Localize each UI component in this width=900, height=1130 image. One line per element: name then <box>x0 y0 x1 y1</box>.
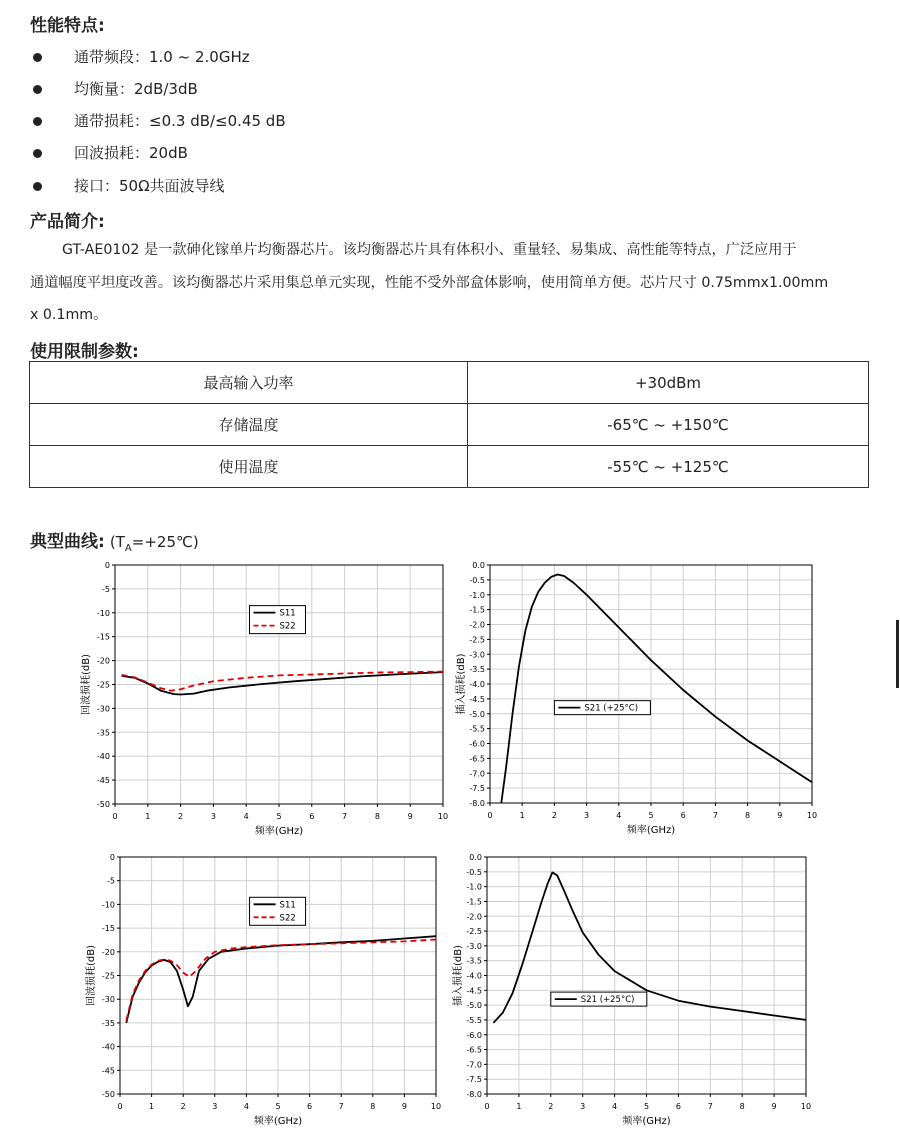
y-tick-label: -25 <box>101 971 115 981</box>
legend-label: S21 (+25°C) <box>580 995 635 1006</box>
x-tick-label: 9 <box>407 812 413 821</box>
y-tick-label: -7.5 <box>466 1075 482 1085</box>
y-tick-label: -7.5 <box>469 784 485 794</box>
y-tick-label: -20 <box>96 656 110 666</box>
y-tick-label: -3.5 <box>466 956 482 966</box>
x-tick-label: 2 <box>551 811 557 820</box>
y-tick-label: -4.0 <box>469 680 485 689</box>
y-axis-label: 插入损耗(dB) <box>453 944 464 1007</box>
scrollbar-edge[interactable] <box>896 620 899 688</box>
x-tick-label: 8 <box>745 811 751 820</box>
x-tick-label: 2 <box>548 1102 554 1111</box>
x-tick-label: 7 <box>342 812 348 821</box>
y-tick-label: -1.0 <box>469 590 485 600</box>
y-tick-label: -7.0 <box>469 769 485 779</box>
y-tick-label: -15 <box>101 924 115 934</box>
x-tick-label: 4 <box>243 812 249 821</box>
param-cell: 存储温度 <box>30 404 468 446</box>
x-tick-label: 1 <box>145 812 151 821</box>
x-tick-label: 10 <box>430 1102 442 1111</box>
x-tick-label: 6 <box>675 1102 681 1111</box>
y-tick-label: -6.5 <box>469 754 485 764</box>
x-tick-label: 7 <box>712 811 718 820</box>
y-tick-label: -1.5 <box>469 605 485 615</box>
y-tick-label: -5 <box>107 876 115 886</box>
x-tick-label: 7 <box>707 1102 713 1111</box>
x-tick-label: 6 <box>307 1102 313 1111</box>
y-tick-label: -8.0 <box>466 1090 482 1099</box>
y-tick-label: -4.5 <box>466 986 482 996</box>
intro-line-3: x 0.1mm。 <box>30 307 108 323</box>
y-tick-label: -6.0 <box>469 739 485 749</box>
x-tick-label: 5 <box>643 1102 650 1111</box>
y-tick-label: -10 <box>96 608 110 618</box>
y-tick-label: -3.5 <box>469 665 485 675</box>
value-cell: -55℃ ~ +125℃ <box>468 446 869 488</box>
y-tick-label: -40 <box>96 752 110 762</box>
x-tick-label: 3 <box>580 1102 586 1111</box>
x-tick-label: 4 <box>243 1102 249 1111</box>
x-tick-label: 0 <box>484 1102 490 1111</box>
limits-heading: 使用限制参数: <box>30 342 139 362</box>
y-tick-label: -6.0 <box>466 1030 482 1040</box>
x-tick-label: 4 <box>616 811 622 820</box>
y-tick-label: -5.0 <box>469 709 485 719</box>
y-tick-label: -4.0 <box>466 971 482 981</box>
x-axis-label: 频率(GHz) <box>254 826 304 837</box>
intro-heading: 产品简介: <box>30 212 105 232</box>
cond-prefix: (T <box>109 533 125 551</box>
y-tick-label: -0.5 <box>466 867 482 877</box>
x-tick-label: 0 <box>112 812 118 821</box>
x-axis-label: 频率(GHz) <box>253 1116 303 1127</box>
feature-text: 通带频段：1.0 ~ 2.0GHz <box>74 48 250 66</box>
y-tick-label: -0.5 <box>469 575 485 585</box>
feature-text: 均衡量：2dB/3dB <box>74 80 198 98</box>
y-tick-label: 0.0 <box>469 853 482 862</box>
x-tick-label: 0 <box>487 811 493 820</box>
y-tick-label: -10 <box>101 900 115 910</box>
y-tick-label: -5.0 <box>466 1001 482 1011</box>
x-tick-label: 7 <box>338 1102 344 1111</box>
y-tick-label: -5 <box>102 584 110 594</box>
y-axis-label: 回波损耗(dB) <box>81 653 92 716</box>
intro-line-2: 通道幅度平坦度改善。该均衡器芯片采用集总单元实现，性能不受外部盒体影响，使用简单方便。芯片尺寸 0.75mmx1.00mm <box>30 275 829 291</box>
y-tick-label: -1.0 <box>466 882 482 892</box>
feature-text: 通带损耗：≤0.3 dB/≤0.45 dB <box>74 112 286 130</box>
y-tick-label: -2.0 <box>466 912 482 922</box>
y-axis-label: 回波损耗(dB) <box>86 944 97 1007</box>
x-tick-label: 8 <box>374 812 380 821</box>
y-tick-label: -1.5 <box>466 897 482 907</box>
cond-sub: A <box>124 543 132 554</box>
x-tick-label: 1 <box>519 811 525 820</box>
y-tick-label: -35 <box>101 1018 115 1028</box>
y-tick-label: -30 <box>101 995 115 1005</box>
y-tick-label: -20 <box>101 947 115 957</box>
x-tick-label: 5 <box>275 1102 281 1111</box>
legend-label: S21 (+25°C) <box>584 703 639 714</box>
y-tick-label: -40 <box>101 1042 115 1052</box>
x-tick-label: 9 <box>777 811 783 820</box>
x-tick-label: 1 <box>149 1102 155 1111</box>
x-axis-label: 频率(GHz) <box>626 825 676 836</box>
x-tick-label: 10 <box>806 811 818 820</box>
x-tick-label: 8 <box>739 1102 745 1111</box>
y-tick-label: -3.0 <box>466 941 482 951</box>
x-tick-label: 1 <box>516 1102 522 1111</box>
y-tick-label: -30 <box>96 704 110 714</box>
y-tick-label: 0.0 <box>472 561 485 570</box>
y-tick-label: -45 <box>96 776 110 786</box>
y-tick-label: -50 <box>96 800 110 809</box>
x-tick-label: 9 <box>771 1102 777 1111</box>
legend-label: S11 <box>279 900 296 911</box>
x-tick-label: 10 <box>800 1102 812 1111</box>
y-tick-label: -15 <box>96 632 110 642</box>
param-cell: 最高输入功率 <box>30 362 468 404</box>
y-axis-label: 插入损耗(dB) <box>456 653 467 715</box>
x-tick-label: 3 <box>584 811 590 820</box>
y-tick-label: -2.5 <box>466 927 482 937</box>
x-tick-label: 3 <box>212 1102 218 1111</box>
intro-line-1: GT-AE0102 是一款砷化镓单片均衡器芯片。该均衡器芯片具有体积小、重量轻、易集成、高性能等特点，广泛应用于 <box>62 242 797 258</box>
x-axis-label: 频率(GHz) <box>622 1116 671 1127</box>
y-tick-label: -50 <box>101 1090 115 1099</box>
series-line <box>493 872 806 1023</box>
x-tick-label: 10 <box>437 812 449 821</box>
feature-text: 接口：50Ω共面波导线 <box>74 177 225 195</box>
value-cell: +30dBm <box>468 362 869 404</box>
x-tick-label: 6 <box>680 811 686 820</box>
y-tick-label: -2.5 <box>469 635 485 645</box>
x-tick-label: 6 <box>309 812 315 821</box>
cond-suffix: =+25℃) <box>131 533 199 551</box>
y-tick-label: -5.5 <box>466 1015 482 1025</box>
x-tick-label: 3 <box>210 812 216 821</box>
y-tick-label: -35 <box>96 728 110 738</box>
legend-label: S22 <box>279 913 296 924</box>
x-tick-label: 9 <box>401 1102 407 1111</box>
y-tick-label: -45 <box>101 1066 115 1076</box>
x-tick-label: 0 <box>117 1102 123 1111</box>
y-tick-label: -7.0 <box>466 1060 482 1070</box>
param-cell: 使用温度 <box>30 446 468 488</box>
legend-label: S11 <box>279 608 296 619</box>
y-tick-label: -8.0 <box>469 799 485 808</box>
y-tick-label: -5.5 <box>469 724 485 734</box>
y-tick-label: -2.0 <box>469 620 485 630</box>
x-tick-label: 2 <box>178 812 184 821</box>
x-tick-label: 5 <box>648 811 654 820</box>
y-tick-label: -25 <box>96 680 110 690</box>
y-tick-label: -4.5 <box>469 694 485 704</box>
y-tick-label: 0 <box>109 853 115 862</box>
typical-title: 典型曲线: <box>30 532 105 552</box>
legend-label: S22 <box>279 621 296 632</box>
y-tick-label: -6.5 <box>466 1045 482 1055</box>
y-tick-label: 0 <box>104 561 110 570</box>
y-tick-label: -3.0 <box>469 650 485 660</box>
x-tick-label: 5 <box>276 812 282 821</box>
x-tick-label: 8 <box>370 1102 376 1111</box>
x-tick-label: 2 <box>180 1102 186 1111</box>
feature-text: 回波损耗：20dB <box>74 144 188 162</box>
features-heading: 性能特点: <box>30 16 105 36</box>
value-cell: -65℃ ~ +150℃ <box>468 404 869 446</box>
x-tick-label: 4 <box>612 1102 618 1111</box>
